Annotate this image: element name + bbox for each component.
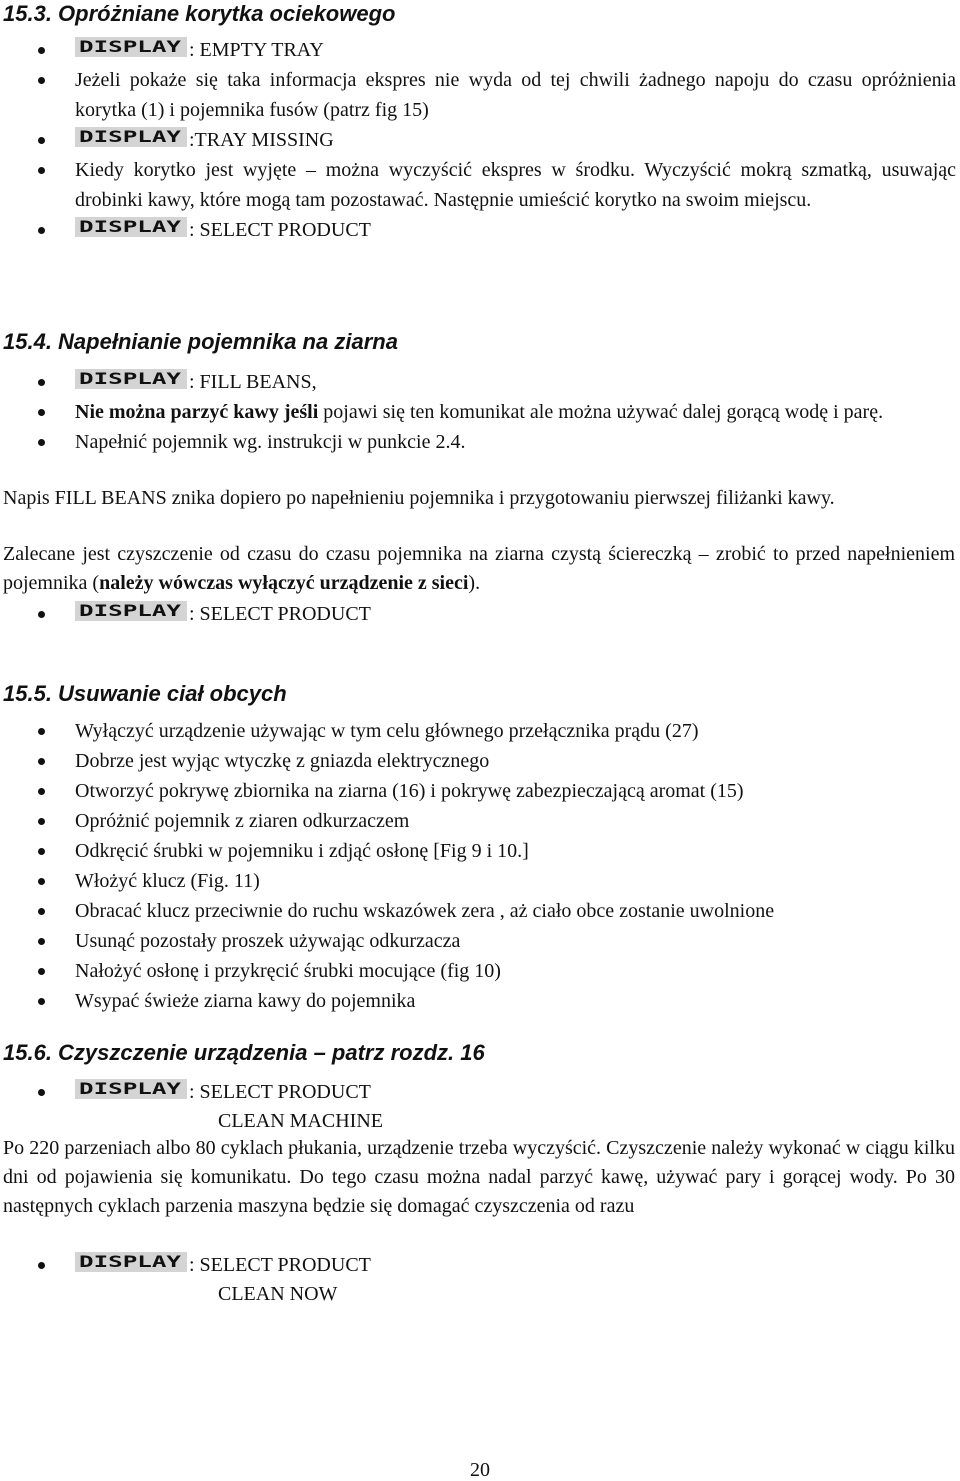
paragraph-fill-beans: Napis FILL BEANS znika dopiero po napełnieniu pojemnika i przygotowaniu pierwszej filiżanki kawy. bbox=[3, 487, 835, 509]
svg-text:DISPLAY: DISPLAY bbox=[79, 127, 182, 146]
list-15-5 bbox=[0, 716, 960, 1016]
display-label-icon bbox=[75, 127, 187, 147]
section-heading-15-3: 15.3. Opróżniane korytka ociekowego bbox=[3, 1, 396, 26]
list-15-3 bbox=[0, 35, 960, 245]
list-item: Odkręcić śrubki w pojemniku i zdjąć osłonę [Fig 9 i 10.] bbox=[0, 836, 960, 866]
svg-text:DISPLAY: DISPLAY bbox=[79, 601, 182, 620]
list-15-6-b bbox=[0, 1250, 960, 1309]
list-item: DISPLAY : SELECT PRODUCT bbox=[0, 215, 960, 245]
display-label-icon bbox=[75, 217, 187, 237]
list-item: Napełnić pojemnik wg. instrukcji w punkcie 2.4. bbox=[0, 427, 960, 457]
list-item: DISPLAY : FILL BEANS, bbox=[0, 367, 960, 397]
section-heading-15-4: 15.4. Napełnianie pojemnika na ziarna bbox=[3, 329, 398, 354]
section-heading-15-6: 15.6. Czyszczenie urządzenia – patrz rozdz. 16 bbox=[3, 1040, 485, 1065]
svg-text:DISPLAY: DISPLAY bbox=[79, 1252, 182, 1271]
list-item: Nie można parzyć kawy jeśli pojawi się ten komunikat ale można używać dalej gorącą wodę i parę. bbox=[0, 397, 960, 427]
list-item: Wsypać świeże ziarna kawy do pojemnika bbox=[0, 986, 960, 1016]
display-label-icon bbox=[75, 1079, 187, 1099]
list-item: Dobrze jest wyjąc wtyczkę z gniazda elektrycznego bbox=[0, 746, 960, 776]
list-item: Obracać klucz przeciwnie do ruchu wskazówek zera , aż ciało obce zostanie uwolnione bbox=[0, 896, 960, 926]
bold-warning: należy wówczas wyłączyć urządzenie z sieci bbox=[99, 572, 469, 594]
list-item: Opróżnić pojemnik z ziaren odkurzaczem bbox=[0, 806, 960, 836]
list-15-4 bbox=[0, 367, 960, 457]
display-label-icon bbox=[75, 601, 187, 621]
list-item: Kiedy korytko jest wyjęte – można wyczyścić ekspres w środku. Wyczyścić mokrą szmatką, usuwając drobinki kawy, które mogą tam pozostawać. Następnie umieścić korytko na swoim miejscu. bbox=[0, 155, 960, 215]
list-item: DISPLAY : SELECT PRODUCT CLEAN NOW bbox=[0, 1250, 960, 1309]
page-number: 20 bbox=[470, 1459, 490, 1481]
list-item: Włożyć klucz (Fig. 11) bbox=[0, 866, 960, 896]
list-item: DISPLAY : SELECT PRODUCT CLEAN MACHINE bbox=[0, 1077, 960, 1136]
list-15-4-b bbox=[0, 599, 960, 629]
display-label-icon bbox=[75, 37, 187, 57]
list-item: DISPLAY : EMPTY TRAY bbox=[0, 35, 960, 65]
section-heading-15-5: 15.5. Usuwanie ciał obcych bbox=[3, 681, 287, 706]
svg-text:DISPLAY: DISPLAY bbox=[79, 1079, 182, 1098]
list-item: Otworzyć pokrywę zbiornika na ziarna (16) i pokrywę zabezpieczającą aromat (15) bbox=[0, 776, 960, 806]
list-item: DISPLAY :TRAY MISSING bbox=[0, 125, 960, 155]
list-item: Jeżeli pokaże się taka informacja ekspres nie wyda od tej chwili żadnego napoju do czasu opróżnienia korytka (1) i pojemnika fusów (patrz fig 15) bbox=[0, 65, 960, 125]
paragraph-cleaning-interval: Po 220 parzeniach albo 80 cyklach płukania, urządzenie trzeba wyczyścić. Czyszczenie należy wykonać w ciągu kilku dni od pojawienia się komunikatu. Do tego czasu można nadal parzyć kawę, używać pary i gorącej wody. Po 30 następnych cyklach parzenia maszyna będzie się domagać czyszczenia od razu bbox=[3, 1137, 955, 1217]
list-item: Nałożyć osłonę i przykręcić śrubki mocujące (fig 10) bbox=[0, 956, 960, 986]
list-item: Wyłączyć urządzenie używając w tym celu głównego przełącznika prądu (27) bbox=[0, 716, 960, 746]
bold-warning: Nie można parzyć kawy jeśli bbox=[75, 401, 319, 423]
svg-text:DISPLAY: DISPLAY bbox=[79, 37, 182, 56]
svg-text:DISPLAY: DISPLAY bbox=[79, 369, 182, 388]
list-item: Usunąć pozostały proszek używając odkurzacza bbox=[0, 926, 960, 956]
svg-text:DISPLAY: DISPLAY bbox=[79, 217, 182, 236]
list-15-6 bbox=[0, 1077, 960, 1136]
list-item: DISPLAY : SELECT PRODUCT bbox=[0, 599, 960, 629]
paragraph-cleaning-note: Zalecane jest czyszczenie od czasu do czasu pojemnika na ziarna czystą ściereczką – zrobić to przed napełnieniem pojemnika (należy wówczas wyłączyć urządzenie z sieci). bbox=[3, 543, 955, 594]
display-label-icon bbox=[75, 369, 187, 389]
display-label-icon bbox=[75, 1252, 187, 1272]
